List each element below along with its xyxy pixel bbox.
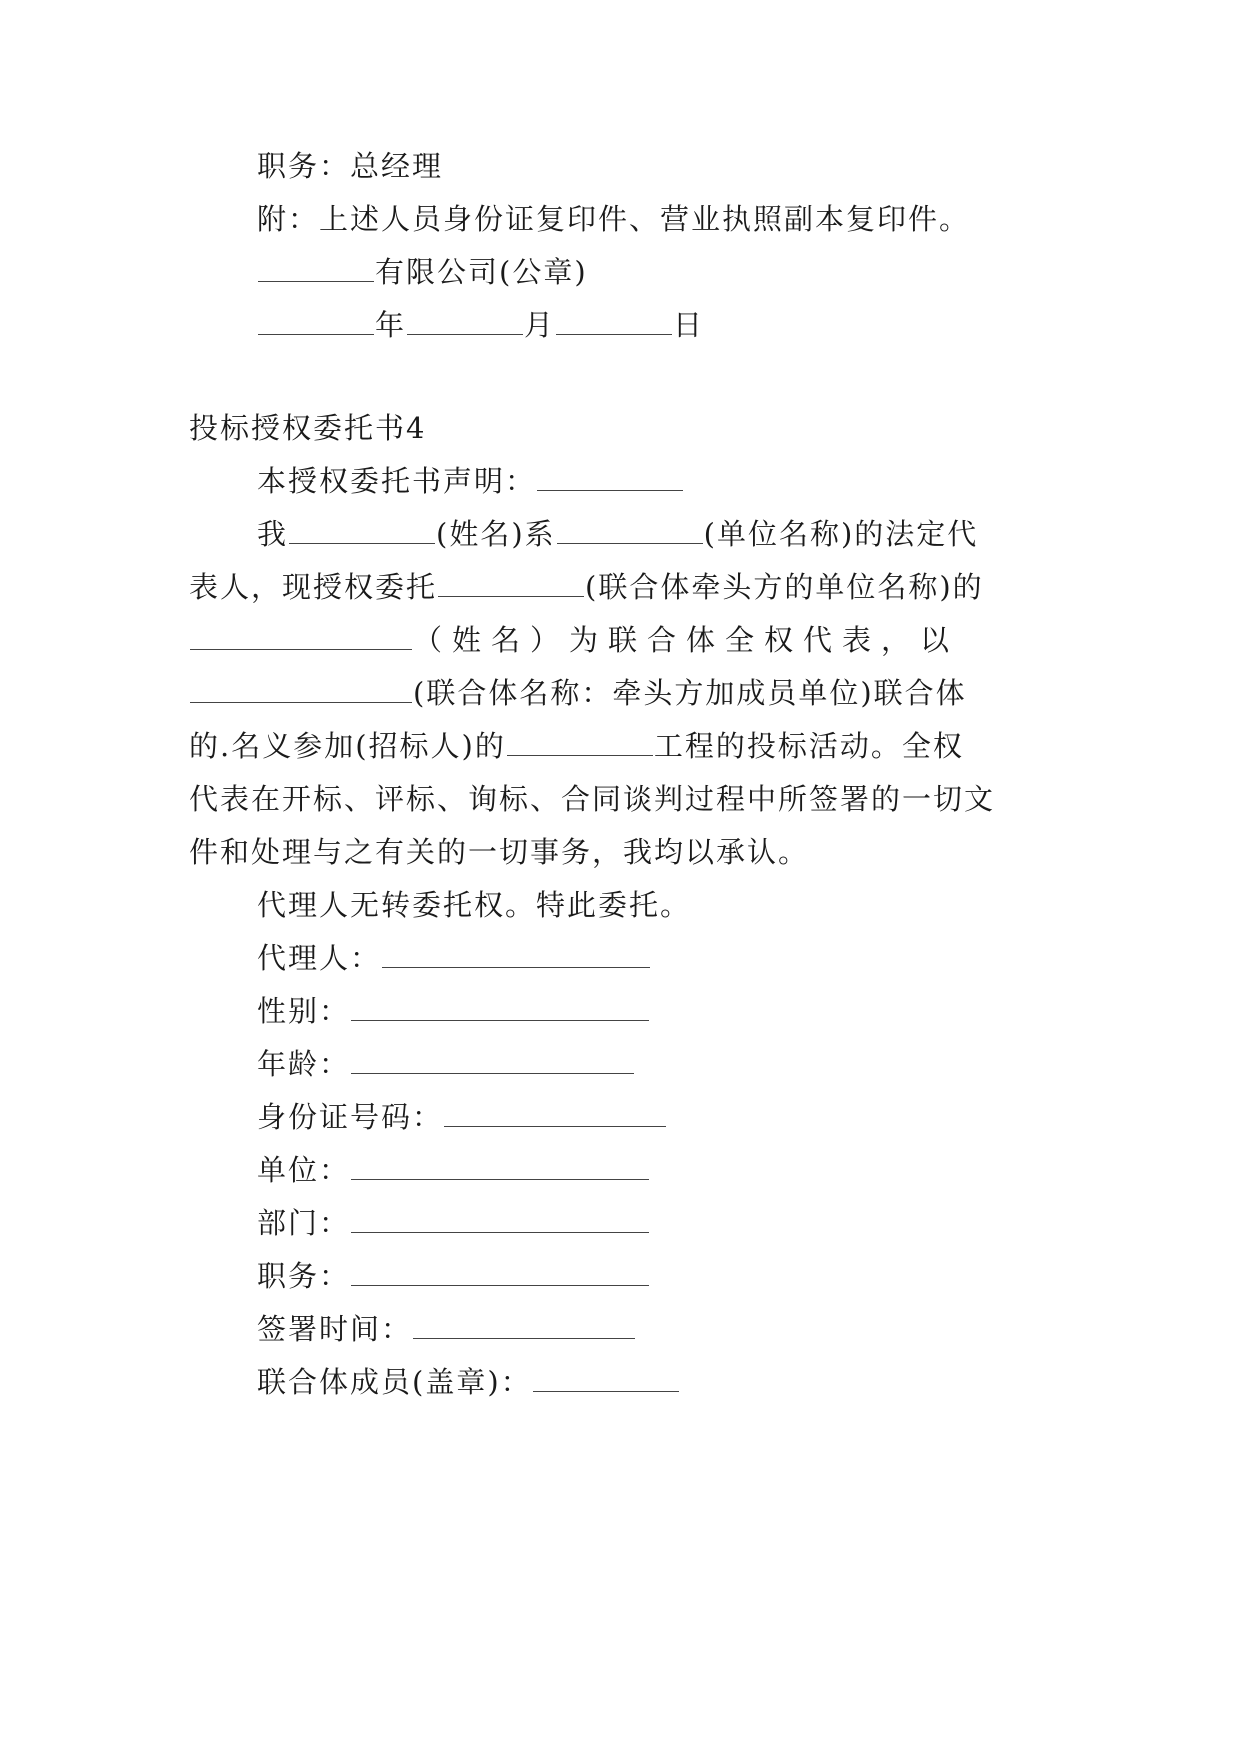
unit-field — [257, 1150, 650, 1190]
body-line-3 — [189, 620, 959, 660]
body-text: 工程的投标活动。全权 — [653, 729, 964, 763]
age-field — [257, 1044, 635, 1084]
member-blank — [533, 1365, 679, 1392]
name-blank — [289, 517, 435, 544]
gender-blank — [351, 994, 649, 1021]
unit-blank — [557, 517, 703, 544]
body-line-6: 代表在开标、评标、询标、合同谈判过程中所签署的一切文 — [189, 782, 996, 816]
field-label: 联合体成员(盖章)： — [257, 1365, 532, 1399]
day-blank — [556, 308, 672, 335]
member-field — [257, 1362, 680, 1402]
year-label: 年 — [375, 308, 407, 342]
date-line — [257, 305, 704, 345]
gender-field — [257, 991, 650, 1031]
body-line-8: 代理人无转委托权。特此委托。 — [257, 888, 692, 922]
body-text: (联合体牵头方的单位名称)的 — [585, 570, 984, 604]
body-line-7: 件和处理与之有关的一切事务，我均以承认。 — [189, 835, 810, 869]
field-label: 职务： — [257, 1259, 351, 1293]
company-seal-label: 有限公司(公章) — [375, 255, 588, 289]
agent-field — [257, 938, 651, 978]
id-number-blank — [444, 1100, 666, 1127]
consortium-name-blank — [190, 676, 412, 703]
declaration-line — [257, 461, 684, 501]
field-label: 代理人： — [257, 941, 382, 975]
section-title: 投标授权委托书4 — [189, 411, 427, 445]
company-seal-line — [257, 252, 588, 292]
field-label: 性别： — [257, 994, 351, 1028]
department-field — [257, 1203, 650, 1243]
body-line-5 — [189, 726, 964, 766]
position-field — [257, 1256, 650, 1296]
sign-time-blank — [413, 1312, 635, 1339]
position-line: 职务：总经理 — [257, 149, 444, 183]
attachment-line: 附：上述人员身份证复印件、营业执照副本复印件。 — [257, 202, 971, 236]
company-name-blank — [258, 255, 374, 282]
body-text: 我 — [257, 517, 289, 551]
month-blank — [407, 308, 523, 335]
department-blank — [351, 1206, 649, 1233]
field-label: 签署时间： — [257, 1312, 413, 1346]
body-text: 的.名义参加(招标人)的 — [189, 729, 506, 763]
id-number-field — [257, 1097, 667, 1137]
lead-unit-blank — [438, 570, 584, 597]
body-text: （姓名）为联合体全权代表，以 — [413, 623, 960, 657]
project-blank — [507, 729, 653, 756]
representative-blank — [190, 623, 412, 650]
field-label: 年龄： — [257, 1047, 351, 1081]
body-text: (联合体名称：牵头方加成员单位)联合体 — [413, 676, 967, 710]
position-blank — [351, 1259, 649, 1286]
agent-blank — [382, 941, 650, 968]
sign-time-field — [257, 1309, 636, 1349]
year-blank — [258, 308, 374, 335]
age-blank — [351, 1047, 634, 1074]
body-text: 表人，现授权委托 — [189, 570, 438, 604]
field-label: 部门： — [257, 1206, 351, 1240]
body-line-1 — [257, 514, 978, 554]
body-line-2 — [189, 567, 984, 607]
declaration-label: 本授权委托书声明： — [257, 464, 537, 498]
month-label: 月 — [524, 308, 556, 342]
body-line-4 — [189, 673, 967, 713]
field-label: 单位： — [257, 1153, 351, 1187]
unit-field-blank — [351, 1153, 649, 1180]
body-text: (姓名)系 — [436, 517, 556, 551]
body-text: (单位名称)的法定代 — [703, 517, 979, 551]
declaration-blank — [537, 464, 683, 491]
day-label: 日 — [673, 308, 705, 342]
field-label: 身份证号码： — [257, 1100, 444, 1134]
